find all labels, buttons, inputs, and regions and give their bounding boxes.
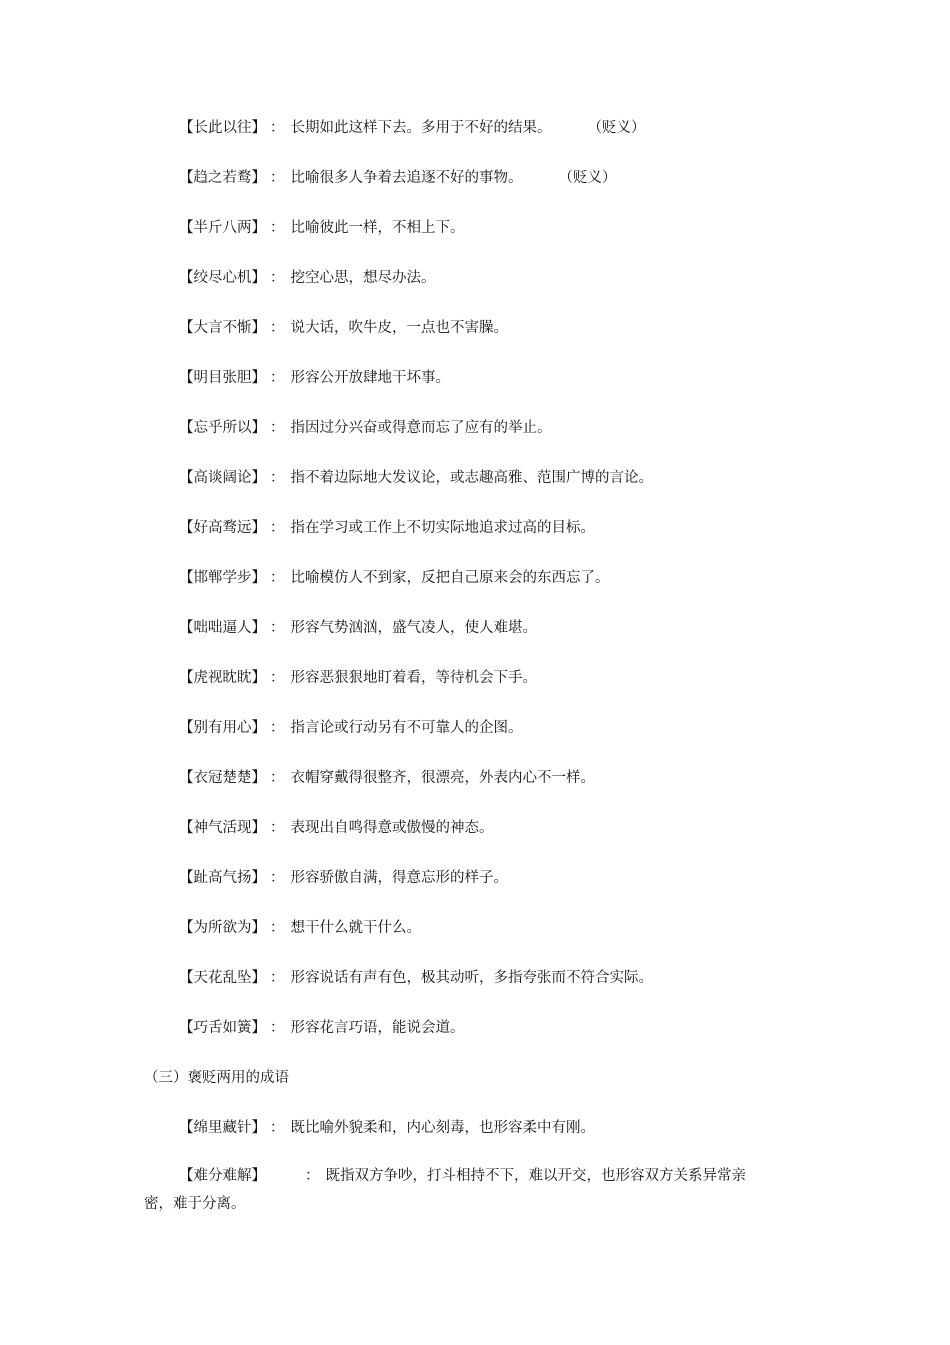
- idiom-term: 【趾高气扬】: [179, 870, 266, 886]
- idiom-entry: [179, 718, 523, 738]
- idiom-entry: [179, 968, 653, 988]
- idiom-term: 【好高骛远】: [179, 520, 266, 536]
- colon: ：: [270, 970, 285, 986]
- idiom-term: 【天花乱坠】: [179, 970, 266, 986]
- idiom-entry: [179, 368, 450, 388]
- idiom-entry: [144, 1162, 764, 1218]
- idiom-entry: [179, 668, 537, 688]
- idiom-definition: 形容恶狠狠地盯着看，等待机会下手。: [290, 670, 537, 686]
- colon: ：: [270, 470, 285, 486]
- idiom-definition: 指不着边际地大发议论，或志趣高雅、范围广博的言论。: [290, 470, 653, 486]
- idiom-entry: [179, 468, 653, 488]
- idiom-entry: [179, 868, 508, 888]
- idiom-term: 【巧舌如簧】: [179, 1020, 266, 1036]
- colon: ：: [270, 620, 285, 636]
- idiom-definition: 比喻很多人争着去追逐不好的事物。: [290, 170, 523, 186]
- colon: ：: [270, 870, 285, 886]
- idiom-entry: [179, 918, 421, 938]
- colon: ：: [270, 220, 285, 236]
- idiom-definition: 既指双方争吵，打斗相持不下，难以开交，也形容双方关系异常亲密，难于分离。: [144, 1168, 746, 1212]
- idiom-entry: [179, 568, 610, 588]
- idiom-term: 【明目张胆】: [179, 370, 266, 386]
- colon: ：: [270, 320, 285, 336]
- idiom-term: 【趋之若鹜】: [179, 170, 266, 186]
- idiom-term: 【别有用心】: [179, 720, 266, 736]
- idiom-entry: [179, 1018, 465, 1038]
- idiom-definition: 指言论或行动另有不可靠人的企图。: [290, 720, 523, 736]
- idiom-definition: 长期如此这样下去。多用于不好的结果。: [290, 120, 552, 136]
- idiom-entry: [179, 1118, 595, 1138]
- idiom-term: 【绞尽心机】: [179, 270, 266, 286]
- idiom-term: 【忘乎所以】: [179, 420, 266, 436]
- idiom-entry: [179, 818, 494, 838]
- idiom-entry: [179, 168, 617, 188]
- section-heading: （三）褒贬两用的成语: [144, 1070, 289, 1086]
- idiom-definition: 既比喻外貌柔和，内心刻毒，也形容柔中有刚。: [290, 1120, 595, 1136]
- idiom-definition: 比喻彼此一样，不相上下。: [290, 220, 465, 236]
- colon: ：: [270, 920, 285, 936]
- sentiment-tag: （贬义）: [558, 170, 617, 186]
- colon: ：: [270, 570, 285, 586]
- idiom-definition: 指因过分兴奋或得意而忘了应有的举止。: [290, 420, 552, 436]
- idiom-term: 【衣冠楚楚】: [179, 770, 266, 786]
- idiom-term: 【半斤八两】: [179, 220, 266, 236]
- idiom-term: 【长此以往】: [179, 120, 266, 136]
- idiom-definition: 形容花言巧语，能说会道。: [290, 1020, 465, 1036]
- colon: ：: [270, 720, 285, 736]
- idiom-entry: [179, 118, 646, 138]
- idiom-definition: 指在学习或工作上不切实际地追求过高的目标。: [290, 520, 595, 536]
- idiom-term: 【难分难解】: [179, 1168, 266, 1184]
- idiom-term: 【绵里藏针】: [179, 1120, 266, 1136]
- colon: ：: [305, 1168, 320, 1184]
- colon: ：: [270, 820, 285, 836]
- idiom-entry: [179, 318, 508, 338]
- colon: ：: [270, 520, 285, 536]
- idiom-term: 【邯郸学步】: [179, 570, 266, 586]
- colon: ：: [270, 420, 285, 436]
- idiom-entry: [179, 218, 465, 238]
- idiom-definition: 想干什么就干什么。: [290, 920, 421, 936]
- colon: ：: [270, 1120, 285, 1136]
- idiom-entry: [179, 768, 595, 788]
- colon: ：: [270, 120, 285, 136]
- idiom-definition: 挖空心思，想尽办法。: [290, 270, 436, 286]
- colon: ：: [270, 170, 285, 186]
- idiom-entry: [179, 418, 552, 438]
- idiom-definition: 形容公开放肆地干坏事。: [290, 370, 450, 386]
- idiom-definition: 说大话，吹牛皮，一点也不害臊。: [290, 320, 508, 336]
- idiom-term: 【神气活现】: [179, 820, 266, 836]
- idiom-definition: 表现出自鸣得意或傲慢的神态。: [290, 820, 494, 836]
- idiom-term: 【虎视眈眈】: [179, 670, 266, 686]
- colon: ：: [270, 670, 285, 686]
- idiom-entry: [179, 268, 436, 288]
- idiom-entry: [179, 518, 595, 538]
- colon: ：: [270, 270, 285, 286]
- idiom-term: 【大言不惭】: [179, 320, 266, 336]
- idiom-term: 【高谈阔论】: [179, 470, 266, 486]
- idiom-entry: [179, 618, 537, 638]
- sentiment-tag: （贬义）: [587, 120, 646, 136]
- idiom-definition: 形容骄傲自满，得意忘形的样子。: [290, 870, 508, 886]
- idiom-term: 【为所欲为】: [179, 920, 266, 936]
- idiom-definition: 形容说话有声有色，极其动听，多指夸张而不符合实际。: [290, 970, 653, 986]
- colon: ：: [270, 1020, 285, 1036]
- colon: ：: [270, 370, 285, 386]
- idiom-term: 【咄咄逼人】: [179, 620, 266, 636]
- colon: ：: [270, 770, 285, 786]
- idiom-definition: 衣帽穿戴得很整齐，很漂亮，外表内心不一样。: [290, 770, 595, 786]
- idiom-definition: 形容气势汹汹，盛气凌人，使人难堪。: [290, 620, 537, 636]
- idiom-definition: 比喻模仿人不到家，反把自己原来会的东西忘了。: [290, 570, 610, 586]
